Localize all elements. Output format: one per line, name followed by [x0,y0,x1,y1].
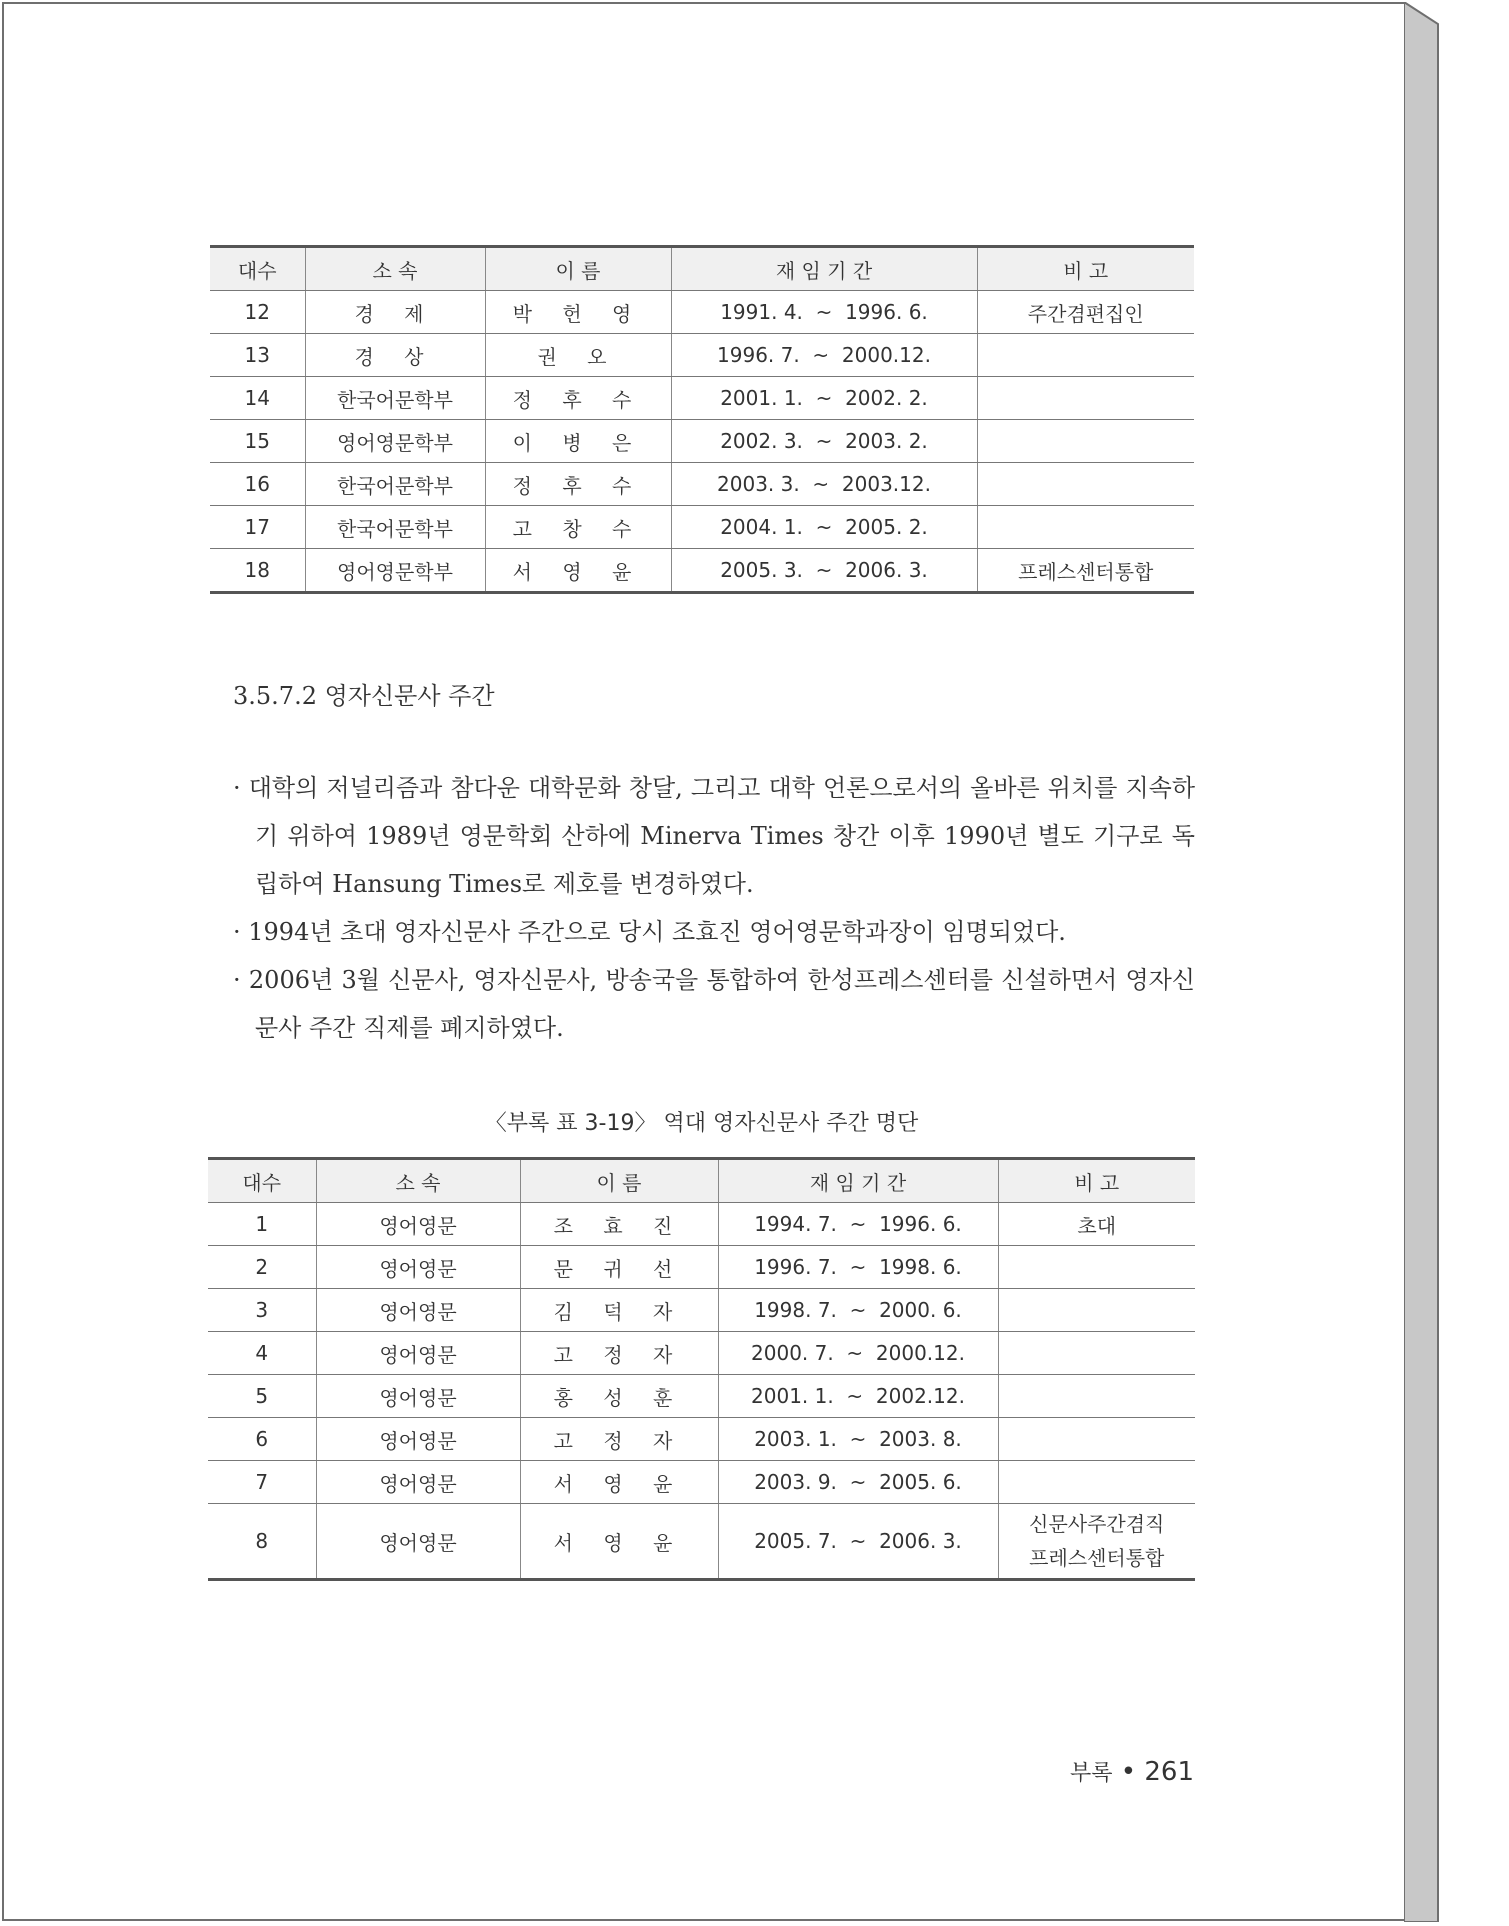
cell-term: 8 [208,1504,316,1580]
header-note: 비 고 [977,247,1194,291]
table-row [210,549,1194,593]
table-header-row [208,1159,1195,1203]
header-period: 재 임 기 간 [718,1159,998,1203]
cell-name: 서 영 윤 [520,1461,718,1504]
cell-name: 서 영 윤 [520,1504,718,1580]
cell-dept: 한국어문학부 [305,463,485,506]
cell-period: 2003. 3. ~ 2003.12. [671,463,977,506]
cell-dept: 영어영문학부 [305,420,485,463]
cell-name: 고 정 자 [520,1418,718,1461]
table-row [208,1504,1195,1580]
table-row [210,377,1194,420]
cell-term: 2 [208,1246,316,1289]
cell-period: 2003. 1. ~ 2003. 8. [718,1418,998,1461]
cell-period: 2005. 7. ~ 2006. 3. [718,1504,998,1580]
cell-dept: 영어영문 [316,1418,520,1461]
bullet-item: · 대학의 저널리즘과 참다운 대학문화 창달, 그리고 대학 언론으로서의 올바른 위치를 지속하기 위하여 1989년 영문학회 산하에 Minerva Times 창간 이후 1990년 별도 기구로 독립하여 Hansung Times로 제호를 변경하였다. [233,774,1195,898]
cell-note [998,1461,1195,1504]
cell-note [977,377,1194,420]
page-number: 261 [1144,1757,1195,1787]
cell-name: 고 정 자 [520,1332,718,1375]
cell-term: 6 [208,1418,316,1461]
cell-period: 2004. 1. ~ 2005. 2. [671,506,977,549]
table-header-row [210,247,1194,291]
cell-term: 12 [210,291,305,334]
header-period: 재 임 기 간 [671,247,977,291]
cell-period: 1994. 7. ~ 1996. 6. [718,1203,998,1246]
cell-term: 7 [208,1461,316,1504]
page-footer [1070,1756,1194,1787]
cell-name: 박 헌 영 [485,291,671,334]
footer-label: 부록 [1070,1761,1113,1786]
header-dept: 소 속 [316,1159,520,1203]
table-row [208,1332,1195,1375]
cell-period: 1991. 4. ~ 1996. 6. [671,291,977,334]
cell-period: 1996. 7. ~ 1998. 6. [718,1246,998,1289]
cell-dept: 영어영문 [316,1461,520,1504]
table-row [210,291,1194,334]
section-heading: 3.5.7.2 영자신문사 주간 [233,682,495,710]
cell-period: 2001. 1. ~ 2002.12. [718,1375,998,1418]
header-note: 비 고 [998,1159,1195,1203]
cell-term: 5 [208,1375,316,1418]
cell-dept: 영어영문 [316,1504,520,1580]
roster-table-newspaper [210,245,1194,594]
cell-note [977,506,1194,549]
cell-dept: 영어영문 [316,1289,520,1332]
header-term: 대수 [208,1159,316,1203]
header-name: 이 름 [485,247,671,291]
cell-period: 2003. 9. ~ 2005. 6. [718,1461,998,1504]
cell-period: 2000. 7. ~ 2000.12. [718,1332,998,1375]
cell-dept: 한국어문학부 [305,377,485,420]
roster-table-english-newspaper [208,1157,1195,1581]
table-row [208,1289,1195,1332]
cell-term: 16 [210,463,305,506]
page-edge [1404,2,1440,1922]
cell-period: 1996. 7. ~ 2000.12. [671,334,977,377]
cell-term: 18 [210,549,305,593]
cell-dept: 한국어문학부 [305,506,485,549]
cell-term: 1 [208,1203,316,1246]
cell-note [998,1332,1195,1375]
cell-name: 홍 성 훈 [520,1375,718,1418]
cell-note [977,420,1194,463]
cell-term: 3 [208,1289,316,1332]
bullet-item: · 2006년 3월 신문사, 영자신문사, 방송국을 통합하여 한성프레스센터를 신설하면서 영자신문사 주간 직제를 폐지하였다. [233,966,1195,1042]
cell-term: 13 [210,334,305,377]
cell-dept: 영어영문 [316,1246,520,1289]
cell-name: 김 덕 자 [520,1289,718,1332]
footer-separator: • [1120,1757,1137,1787]
cell-dept: 영어영문 [316,1203,520,1246]
cell-term: 15 [210,420,305,463]
cell-name: 조 효 진 [520,1203,718,1246]
cell-note: 주간겸편집인 [977,291,1194,334]
table-row [208,1461,1195,1504]
table-row [208,1418,1195,1461]
cell-note [998,1289,1195,1332]
cell-dept: 경 상 [305,334,485,377]
cell-note [998,1246,1195,1289]
cell-note [998,1375,1195,1418]
bullet-list [233,764,1195,1052]
cell-dept: 영어영문 [316,1332,520,1375]
cell-note: 초대 [998,1203,1195,1246]
cell-term: 14 [210,377,305,420]
table-row [208,1375,1195,1418]
cell-name: 고 창 수 [485,506,671,549]
cell-dept: 영어영문학부 [305,549,485,593]
cell-period: 1998. 7. ~ 2000. 6. [718,1289,998,1332]
cell-term: 4 [208,1332,316,1375]
cell-dept: 영어영문 [316,1375,520,1418]
table-row [210,334,1194,377]
cell-term: 17 [210,506,305,549]
header-dept: 소 속 [305,247,485,291]
note-line: 프레스센터통합 [1029,1546,1165,1570]
cell-note [998,1504,1195,1580]
cell-name: 정 후 수 [485,377,671,420]
cell-note [977,463,1194,506]
cell-period: 2002. 3. ~ 2003. 2. [671,420,977,463]
table-row [208,1246,1195,1289]
table-row [210,506,1194,549]
cell-period: 2005. 3. ~ 2006. 3. [671,549,977,593]
cell-note: 프레스센터통합 [977,549,1194,593]
cell-note [998,1418,1195,1461]
table-row [210,420,1194,463]
header-term: 대수 [210,247,305,291]
cell-period: 2001. 1. ~ 2002. 2. [671,377,977,420]
cell-dept: 경 제 [305,291,485,334]
cell-name: 이 병 은 [485,420,671,463]
cell-name: 문 귀 선 [520,1246,718,1289]
cell-name: 권 오 [485,334,671,377]
table-caption: 〈부록 표 3-19〉 역대 영자신문사 주간 명단 [484,1111,919,1136]
cell-name: 정 후 수 [485,463,671,506]
bullet-item: · 1994년 초대 영자신문사 주간으로 당시 조효진 영어영문학과장이 임명되었다. [233,918,1066,946]
table-row [210,463,1194,506]
note-line: 신문사주간겸직 [1029,1512,1165,1536]
cell-note [977,334,1194,377]
table-row [208,1203,1195,1246]
cell-name: 서 영 윤 [485,549,671,593]
header-name: 이 름 [520,1159,718,1203]
